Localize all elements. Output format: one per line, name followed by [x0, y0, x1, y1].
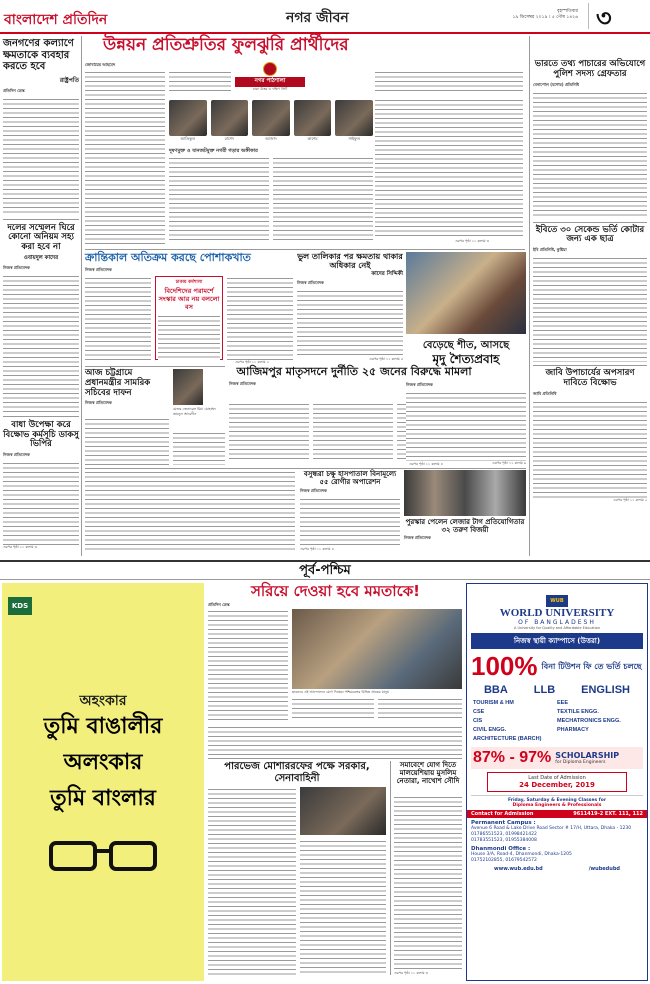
wub-list-left: TOURISM & HM CSE CIS CIVIL ENGG. ARCHITECTURE (BARCH) — [473, 700, 542, 742]
story-police-body — [533, 91, 647, 219]
divider — [3, 416, 79, 417]
purbo-lead: সরিয়ে দেওয়া হবে মমতাকে! প্রতিদিন ডেস্ক ছাত্রদের এই আন্দোলনে যোগ দিচ্ছেন পশ্চিমবঙ্গের বিভিন্ন প্রান্তের মানুষ পারভেজ মোশাররফের পক্ষে সরকার, সেনাবাহিনী সমাবেশে যোগ দিতে মালয়েশিয়ায় মুসলিম নেতারা, নাখোশ সৌদি এরপর পৃষ্ঠা ১১ কলাম ৩ — [208, 583, 463, 983]
wub-advertisement — [466, 583, 648, 981]
story-president-byline: প্রতিদিন ডেস্ক — [3, 87, 25, 93]
candidate-photos — [169, 100, 373, 146]
story-dakshu-head: বাধা উপেক্ষা করে বিক্ষোভ কর্মসূচি ডাকসু ভিপির — [3, 419, 79, 450]
nagar-pathshala-logo — [235, 62, 305, 98]
continued-note: এরপর পৃষ্ঠা ১১ কলাম ৩ — [394, 971, 428, 975]
wub-header — [467, 587, 647, 630]
story-awami-kicker: ওবায়দুল কাদের — [23, 254, 59, 261]
left-column — [3, 38, 79, 558]
officer-photo — [173, 369, 203, 405]
program-english: ENGLISH — [581, 684, 631, 696]
lead-subhead: দূষণমুক্ত ও যানজটমুক্ত নগরী গড়ার অঙ্গীকার — [169, 148, 258, 154]
story-dakshu-byline: নিজস্ব প্রতিবেদক — [3, 452, 30, 458]
story-malaysia-head: সমাবেশে যোগ দিতে মালয়েশিয়ায় মুসলিম নেতারা, নাখোশ সৌদি — [396, 761, 460, 786]
column-rule — [390, 761, 391, 975]
continued-note: এরপর পৃষ্ঠা ১১ কলাম ২ — [613, 497, 647, 502]
kds-logo: KDS — [8, 597, 32, 615]
story-president-kicker: রাষ্ট্রপতি — [59, 76, 79, 84]
protest-caption: ছাত্রদের এই আন্দোলনে যোগ দিচ্ছেন পশ্চিমবঙ্গের বিভিন্ন প্রান্তের মানুষ — [292, 690, 389, 694]
protest-photo — [292, 609, 462, 689]
story-jabi-body — [533, 400, 647, 498]
program-bba: BBA — [483, 684, 508, 696]
story-president-head: জনগণের কল্যাণে ক্ষমতাকে ব্যবহার করতে হবে — [3, 38, 74, 72]
award-photo — [404, 470, 526, 516]
story-musharraf-head: পারভেজ মোশাররফের পক্ষে সরকার, সেনাবাহিনী — [224, 761, 370, 784]
kds-line1: অহংকার — [79, 693, 127, 709]
story-voters-byline: নিজস্ব প্রতিবেদক — [297, 280, 324, 286]
wub-contact-bar: Contact for Admission 9611419-2 EXT. 111, 112 — [467, 810, 647, 818]
candidate-photo: আতিকুল — [169, 100, 207, 146]
divider — [85, 366, 225, 367]
story-police-byline: বেনাপোল (যশোর) প্রতিনিধি — [533, 81, 579, 87]
story-winter — [406, 340, 526, 380]
logo-text: নগর পাঠশালা — [235, 77, 305, 87]
story-ib-byline: ইবি প্রতিনিধি, কুষ্টিয়া — [533, 247, 567, 253]
story-ajimpur-head: আজিমপুর মাতৃসদনে দুর্নীতি ২৫ জনের বিরুদ্ধে মামলা — [236, 365, 472, 378]
story-garments-head: ক্রান্তিকাল অতিক্রম করছে পোশাকখাত — [85, 251, 251, 264]
candidate-photo: আজাদ — [252, 100, 290, 146]
story-award-head: পুরস্কার পেলেন লেজার টাগ প্রতিযোগিতার ৩২ তরুণ বিজয়ী — [405, 518, 525, 535]
wub-classes: Friday, Saturday & Evening Classes for Diploma Engineers & Professionals — [471, 795, 643, 808]
divider — [533, 365, 647, 366]
kds-line4: তুমি বাংলার — [50, 786, 156, 811]
musharraf-photo — [300, 787, 386, 835]
section-banner — [0, 560, 650, 580]
candidate-photo: সাইফুল — [335, 100, 373, 146]
lead-body-col4a — [375, 70, 523, 94]
candidate-photo: কাশেম — [294, 100, 332, 146]
wub-permanent-campus: Permanent Campus : Avenue 6 Road & Lake Drive Road Sector # 17/H, Uttara, Dhaka - 1230 01786551523, 01998421422 01783551523, 01955384008 — [471, 820, 632, 843]
wub-name: WORLD UNIVERSITY — [499, 607, 615, 619]
story-winter-head2: মৃদু শৈত্যপ্রবাহ — [432, 351, 500, 366]
story-ib-body — [533, 256, 647, 362]
wub-campus-head: নিজস্ব স্থায়ী ক্যাম্পাসে (উত্তরা) — [471, 633, 643, 649]
divider — [3, 219, 79, 220]
story-awami-byline: নিজস্ব প্রতিবেদক — [3, 264, 30, 270]
garments-quote-box: ঢাকায় কর্মশালা বিদেশিদের পরামর্শে সংস্কার আর নয় বললো বস — [155, 276, 223, 360]
story-garments-body3 — [227, 276, 293, 360]
wub-percent: 100% — [471, 651, 538, 681]
story-burial-head: আজ চট্টগ্রামে প্রধানমন্ত্রীর সামরিক সচিবের দাফন — [85, 368, 151, 398]
logo-subtext: ঢাকা উত্তর ও দক্ষিণ সিটি — [252, 87, 288, 91]
story-burial-body — [85, 417, 169, 465]
story-eye-hospital: বসুন্ধরা চক্ষু হাসপাতাল বিনামূল্যে ৫৫ রোগীর অপারেশন নিজস্ব প্রতিবেদক এরপর পৃষ্ঠা ১১ কলাম ৪ — [300, 470, 400, 556]
wub-scholarship: 87% - 97% SCHOLARSHIP for Diploma Engineers — [471, 747, 643, 769]
wub-dhanmondi-office: Dhanmondi Office : House 3/A, Road-4, Dhanmondi, Dhaka-1205 01752102855, 01679542572 — [471, 846, 572, 863]
wub-tagline: A University for Quality and Affordable Education — [513, 626, 601, 630]
story-burial-body2 — [173, 431, 225, 465]
purbo-lead-head: সরিয়ে দেওয়া হবে মমতাকে! — [250, 582, 421, 600]
divider — [85, 249, 525, 250]
lead-headline: উন্নয়ন প্রতিশ্রুতির ফুলঝুরি প্রার্থীদের — [103, 35, 349, 55]
continued-note: এরপর পৃষ্ঠা ১১ কলাম ৬ — [492, 461, 526, 465]
lead-body-col2a — [169, 70, 231, 94]
section-title: নগর জীবন — [286, 10, 349, 26]
story-voters-body — [297, 289, 403, 357]
story-voters-kicker: কাদের সিদ্দিকী — [371, 271, 403, 278]
wub-programs — [471, 684, 643, 696]
story-ajimpur-byline: নিজস্ব প্রতিবেদক — [229, 380, 256, 386]
story-winter-body: নিজস্ব প্রতিবেদক এরপর পৃষ্ঠা ১১ কলাম ৬ — [406, 382, 526, 465]
masthead — [0, 0, 650, 34]
story-dakshu-body — [3, 461, 79, 545]
continued-note: এরপর পৃষ্ঠা ১১ কলাম ৪ — [300, 547, 334, 552]
lead-body-col3 — [273, 156, 373, 242]
story-jabi-byline: জাবি প্রতিনিধি — [533, 390, 557, 396]
column-rule — [529, 36, 530, 556]
story-police-head: ভারতে তথ্য পাচারের অভিযোগে পুলিশ সদস্য গ্রেফতার — [534, 59, 646, 79]
wub-waiver — [471, 651, 643, 682]
wub-website-link[interactable]: www.wub.edu.bd — [494, 866, 543, 872]
wub-logo: WUB — [546, 595, 568, 607]
kds-line2: তুমি বাঙালীর — [43, 714, 163, 739]
lead-byline: জোবায়ের আহমেদ — [85, 62, 116, 67]
story-voters-head: ভুল তালিকার পর ক্ষমতায় থাকার অধিকার নেই — [297, 252, 403, 271]
emblem-icon — [263, 62, 277, 76]
lead-body-col4 — [375, 98, 523, 238]
story-ajimpur-more — [85, 470, 295, 552]
kds-line3: অলংকার — [63, 750, 143, 775]
story-eye-head: বসুন্ধরা চক্ষু হাসপাতাল বিনামূল্যে ৫৫ রোগীর অপারেশন — [303, 470, 397, 487]
wub-deadline: Last Date of Admission 24 December, 2019 — [487, 772, 627, 792]
program-llb: LLB — [533, 684, 556, 696]
story-garments-body1 — [85, 276, 151, 360]
wub-name2: OF BANGLADESH — [518, 619, 596, 626]
continued-note: এরপর পৃষ্ঠা ১১ কলাম ৪ — [409, 462, 443, 466]
wub-program-lists — [473, 699, 641, 744]
page-number: ৩ — [596, 4, 612, 32]
story-ib-head: ইবিতে ৩০ সেকেন্ড ভর্তি কোটার জন্য এক ছাত্র — [535, 224, 645, 245]
winter-photo — [406, 252, 526, 334]
wub-waiver-text: বিনা টিউশন ফি তে ভর্তি চলছে — [541, 661, 642, 671]
story-burial-byline: নিজস্ব প্রতিবেদক — [85, 400, 112, 406]
story-awami-body — [3, 274, 79, 412]
story-president-body — [3, 97, 79, 215]
story-jabi-head: জাবি উপাচার্যের অপসারণ দাবিতে বিক্ষোভ — [545, 368, 635, 388]
story-garments-byline: নিজস্ব প্রতিবেদক — [85, 266, 112, 272]
story-voters — [297, 252, 403, 364]
column-rule — [81, 36, 82, 556]
continued-note: এরপর পৃষ্ঠা ১১ কলাম ৫ — [369, 357, 403, 362]
masthead-divider — [588, 3, 589, 29]
story-award: পুরস্কার পেলেন লেজার টাগ প্রতিযোগিতার ৩২ তরুণ বিজয়ী নিজস্ব প্রতিবেদক — [404, 518, 525, 541]
wub-links — [471, 866, 643, 872]
right-column — [533, 38, 647, 558]
paper-logo: বাংলাদেশ প্রতিদিন — [4, 12, 108, 28]
story-burial — [85, 369, 225, 465]
wub-list-right: EEE TEXTILE ENGG. MECHATRONICS ENGG. PHARMACY — [557, 700, 621, 733]
lead-story — [85, 36, 525, 246]
section-banner-title: পূর্ব-পশ্চিম — [299, 563, 351, 578]
story-winter-head: বেড়েছে শীত, আসছে — [422, 340, 510, 351]
divider — [533, 222, 647, 223]
lead-body-col2 — [169, 156, 269, 242]
continued-note: এরপর পৃষ্ঠা ১১ কলাম ৩ — [455, 239, 489, 243]
officer-caption: মেজর জেনারেল মিয়া মোহাম্মদ জয়নুল আবেদীন — [173, 407, 217, 416]
wub-facebook-link[interactable]: /wubedubd — [588, 866, 620, 872]
divider — [85, 468, 526, 469]
issue-date: বৃহস্পতিবার ১৯ ডিসেম্বর ২০১৯ । ৫ পৌষ ১৪২৬ — [512, 9, 578, 20]
lead-body-col1 — [85, 70, 165, 244]
glasses-icon — [48, 839, 158, 873]
continued-note: এরপর পৃষ্ঠা ১১ কলাম ২ — [235, 360, 269, 364]
kds-advertisement — [2, 583, 204, 981]
story-awami-head: দলের সম্মেলন ঘিরে কোনো অনিয়ম সহ্য করা হবে না — [7, 222, 75, 253]
divider — [208, 758, 462, 759]
continued-note: এরপর পৃষ্ঠা ১১ কলাম ৩ — [3, 545, 37, 550]
candidate-photo: রাশেদ — [211, 100, 249, 146]
